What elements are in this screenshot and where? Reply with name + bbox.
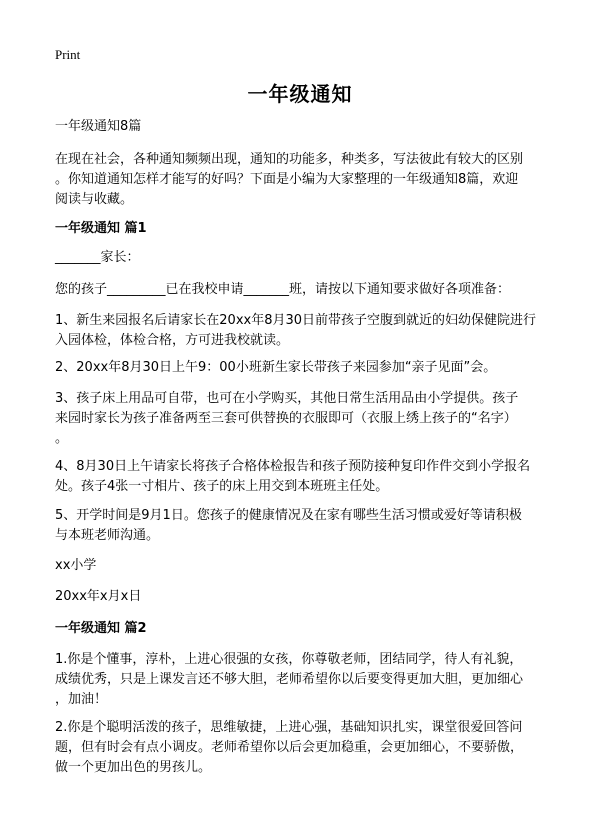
comment-line: 做一个更加出色的男孩儿。 bbox=[55, 760, 212, 775]
intro-line: 阅读与收藏。 bbox=[55, 192, 134, 207]
notice-line: 与本班老师沟通。 bbox=[55, 528, 160, 543]
notice-date: 20xx年x月x日 bbox=[55, 589, 142, 604]
section-heading-2: 一年级通知 篇2 bbox=[55, 621, 147, 636]
subtitle: 一年级通知8篇 bbox=[55, 119, 142, 134]
comment-item-2 bbox=[55, 718, 555, 778]
notice-line: 1、新生来园报名后请家长在20xx年8月30日前带孩子空腹到就近的妇幼保健院进行 bbox=[55, 313, 537, 328]
notice-line: 3、孩子床上用品可自带，也可在小学购买，其他日常生活用品由小学提供。孩子 bbox=[55, 391, 519, 406]
notice-item-2: 2、20xx年8月30日上午9：00小班新生家长带孩子来园参加“亲子见面”会。 bbox=[55, 360, 497, 375]
notice-item-5 bbox=[55, 506, 555, 546]
comment-line: 题，但有时会有点小调皮。老师希望你以后会更加稳重，会更加细心，不要骄傲， bbox=[55, 740, 524, 755]
notice-line: 5、开学时间是9月1日。您孩子的健康情况及在家有哪些生活习惯或爱好等请积极 bbox=[55, 508, 522, 523]
notice-item-4 bbox=[55, 457, 555, 497]
intro-paragraph bbox=[55, 150, 555, 210]
notice-line: 来园时家长为孩子准备两至三套可供替换的衣服即可（衣服上绣上孩子的“名字） bbox=[55, 411, 517, 426]
notice-item-3 bbox=[55, 389, 555, 449]
page-title: 一年级通知 bbox=[247, 82, 353, 106]
print-link[interactable]: Print bbox=[55, 47, 81, 62]
comment-line: 成绩优秀，只是上课发言还不够大胆，老师希望你以后要变得更加大胆，更加细心 bbox=[55, 672, 524, 687]
salutation: _______家长： bbox=[55, 250, 140, 265]
notice-line: 入园体检，体检合格，方可进我校就读。 bbox=[55, 333, 290, 348]
notice-line: 处。孩子4张一寸相片、孩子的床上用交到本班班主任处。 bbox=[55, 479, 389, 494]
notice-line: 4、8月30日上午请家长将孩子合格体检报告和孩子预防接种复印作件交到小学报名 bbox=[55, 459, 531, 474]
notice-line: 。 bbox=[55, 431, 69, 446]
section-heading-1: 一年级通知 篇1 bbox=[55, 221, 147, 236]
signature: xx小学 bbox=[55, 558, 97, 573]
comment-item-1 bbox=[55, 650, 555, 710]
intro-line: 。你知道通知怎样才能写的好吗？下面是小编为大家整理的一年级通知8篇，欢迎 bbox=[55, 172, 519, 187]
comment-line: 2.你是个聪明活泼的孩子，思维敏捷，上进心强，基础知识扎实，课堂很爱回答问 bbox=[55, 720, 523, 735]
intro-line: 在现在社会，各种通知频频出现，通知的功能多，种类多，写法彼此有较大的区别 bbox=[55, 152, 524, 167]
comment-line: 1.你是个懂事，淳朴，上进心很强的女孩，你尊敬老师，团结同学，待人有礼貌， bbox=[55, 652, 523, 667]
opening-line: 您的孩子_________已在我校申请_______班，请按以下通知要求做好各项准备： bbox=[55, 282, 511, 297]
notice-item-1 bbox=[55, 311, 555, 351]
comment-line: ，加油！ bbox=[55, 692, 108, 707]
